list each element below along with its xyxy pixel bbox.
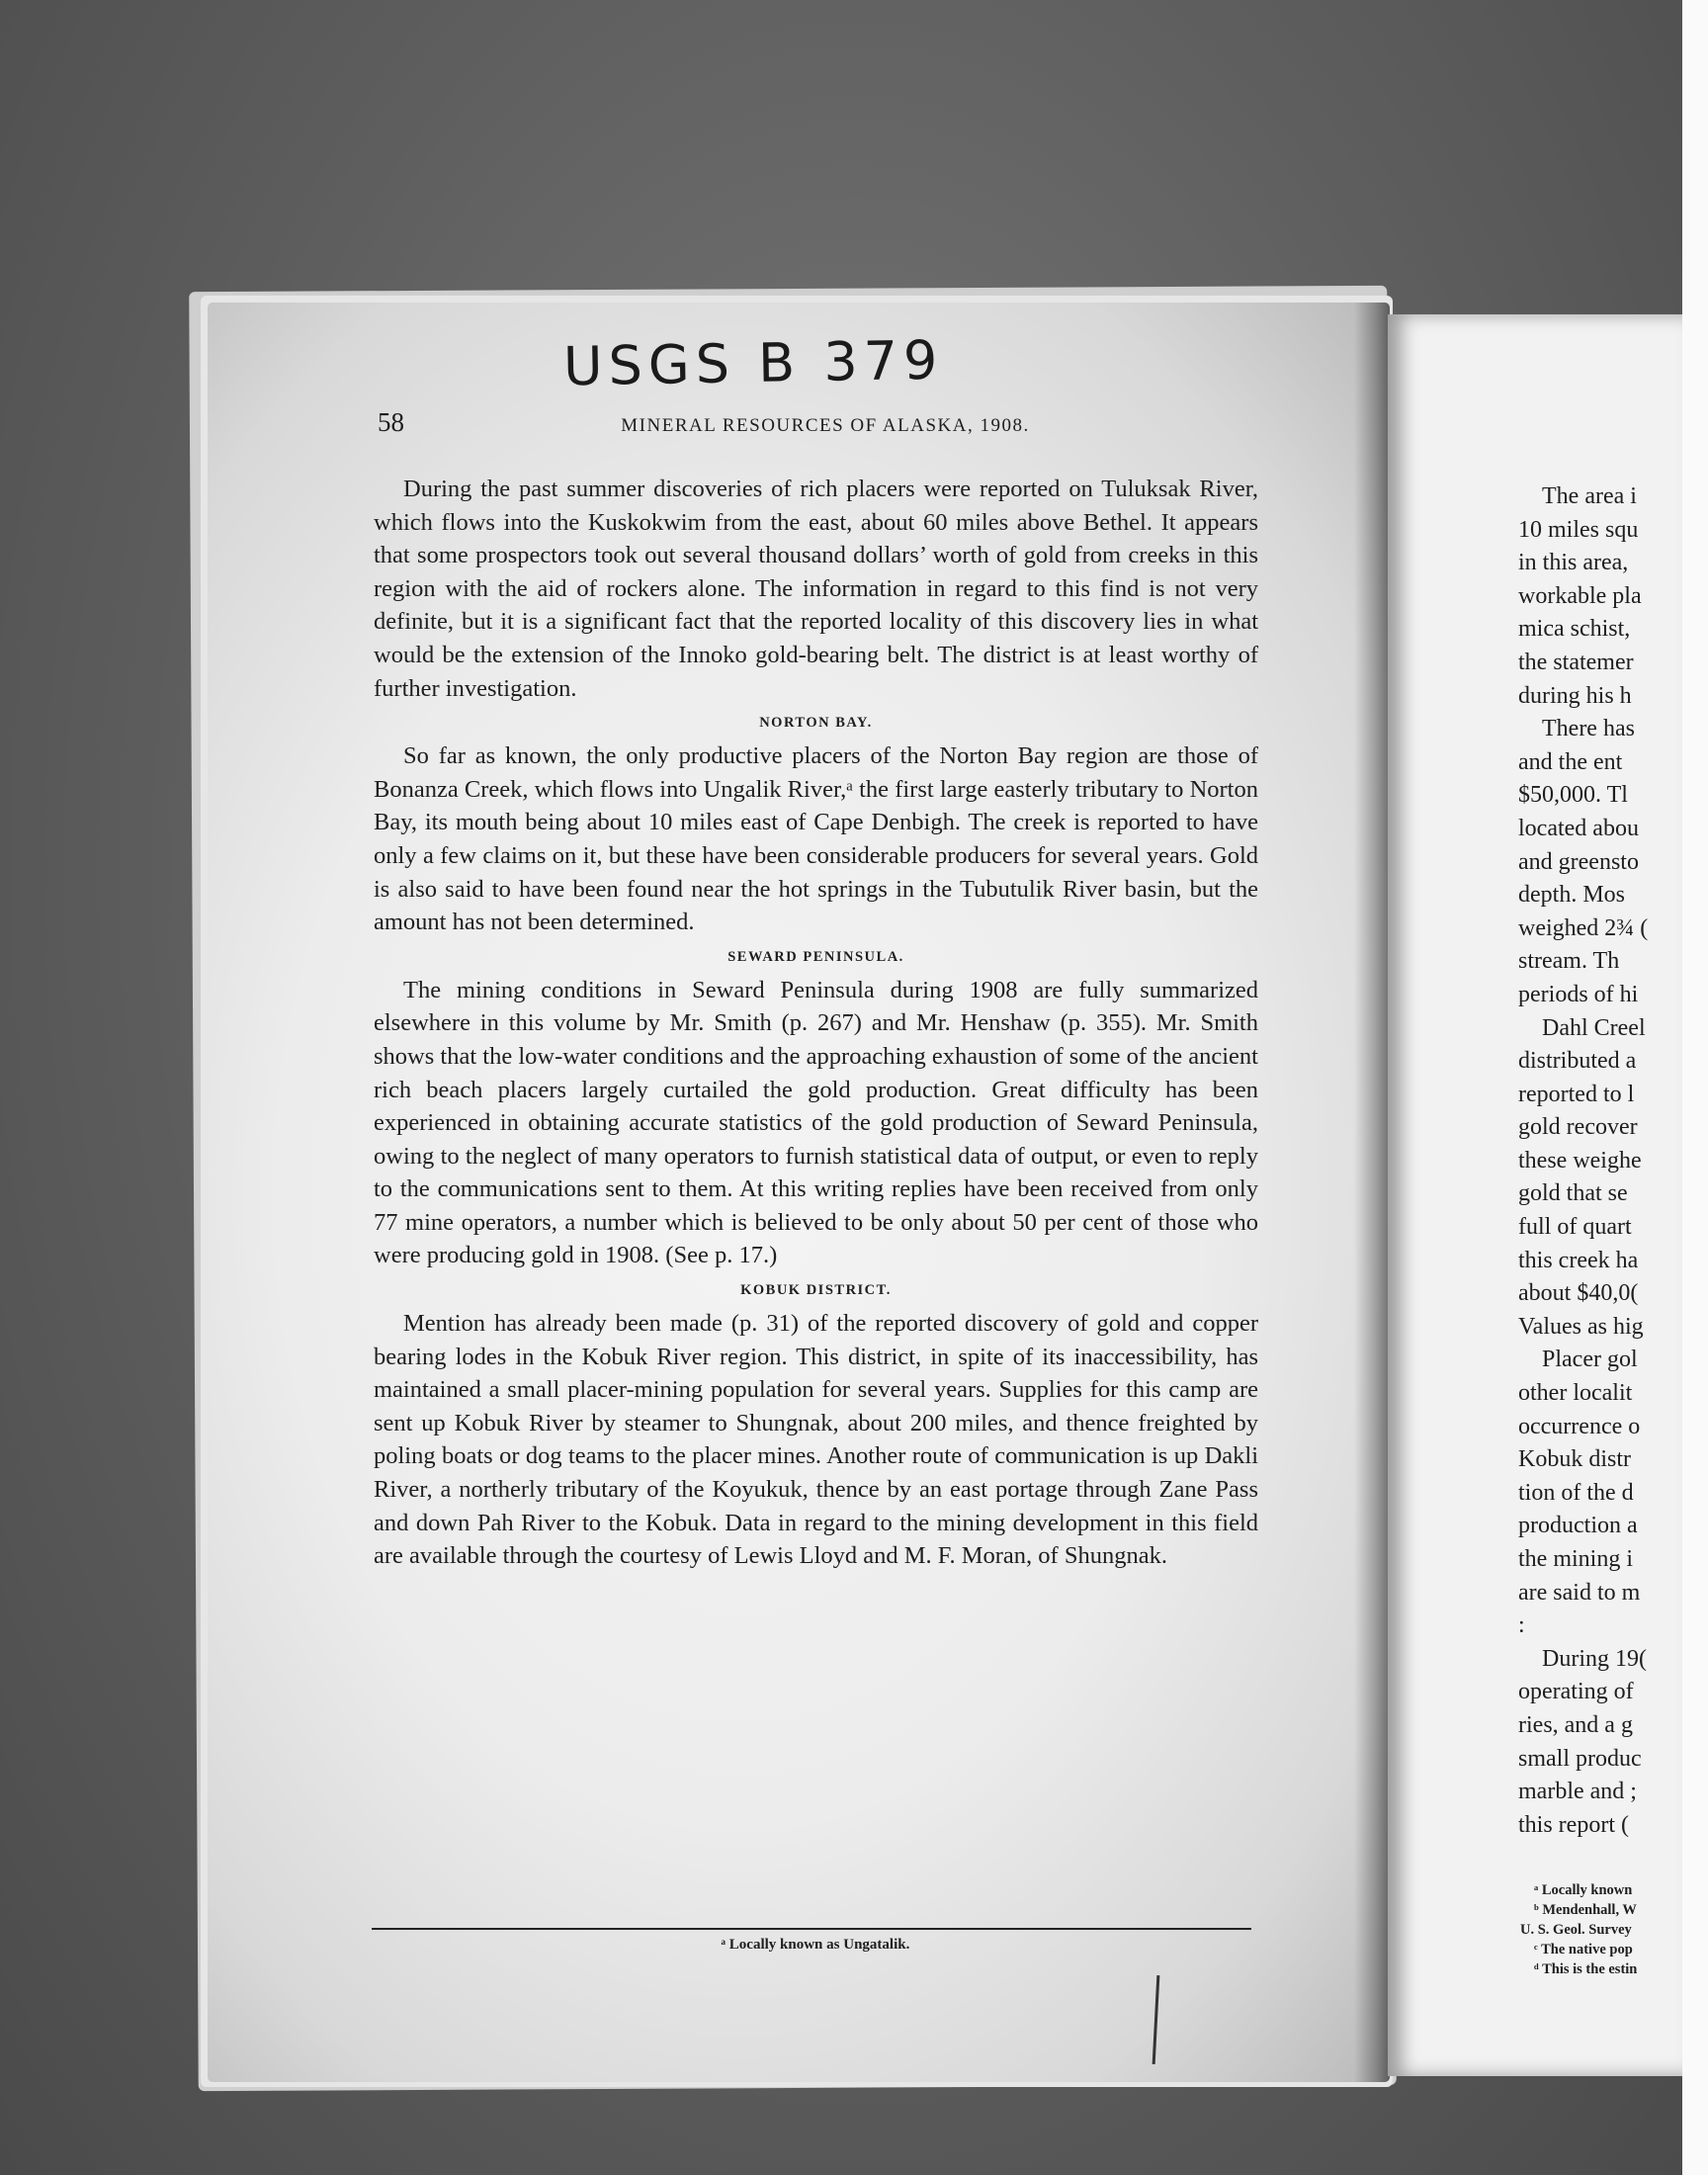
right-page-line: depth. Mos xyxy=(1518,882,1625,909)
right-page-line: distributed a xyxy=(1518,1048,1637,1075)
right-page-line: Dahl Creel xyxy=(1542,1014,1646,1041)
right-page-line: 10 miles squ xyxy=(1518,516,1639,543)
right-page-line: during his h xyxy=(1518,682,1632,709)
right-page-line: other localit xyxy=(1518,1380,1633,1407)
right-page-line: these weighe xyxy=(1518,1147,1642,1174)
right-page-line: stream. Th xyxy=(1518,948,1620,975)
right-page-line: this report ( xyxy=(1518,1811,1629,1838)
right-page-line: about $40,0( xyxy=(1518,1280,1639,1307)
right-page-footnote: U. S. Geol. Survey xyxy=(1520,1922,1632,1938)
right-page-line: this creek ha xyxy=(1518,1247,1639,1273)
right-page-line: and the ent xyxy=(1518,748,1623,775)
handwritten-label: USGS B 379 xyxy=(562,328,944,398)
right-page-text xyxy=(1518,480,1682,1842)
right-page-line: $50,000. Tl xyxy=(1518,782,1628,809)
right-page-line: tion of the d xyxy=(1518,1479,1634,1506)
right-page-line: Placer gol xyxy=(1542,1347,1638,1373)
right-page-line: small produc xyxy=(1518,1745,1642,1772)
right-page-line: periods of hi xyxy=(1518,981,1639,1007)
right-page xyxy=(1388,314,1682,2076)
section-text-kobuk-district: Mention has already been made (p. 31) of the reported discovery of gold and copper bearing lodes in the Kobuk River region. This district, in spite of its inaccessibility, has maintained a small placer-mining population for several years. Supplies for this camp are sent up Kobuk River by steamer to Shungnak, about 200 miles, and thence freighted by poling boats or dog teams to the placer mines. Another route of communication is up Dakli River, a northerly tributary of the Koyukuk, thence by an east portage through Zane Pass and down Pah River to the Kobuk. Data in regard to the mining development in this field are available through the courtesy of Lewis Lloyd and M. F. Moran, of Shungnak. xyxy=(374,1310,1258,1570)
right-page-footnote: ᵃ Locally known xyxy=(1534,1882,1633,1898)
right-page-line: located abou xyxy=(1518,815,1639,841)
right-page-line: the mining i xyxy=(1518,1546,1633,1572)
footnote: ᵃ Locally known as Ungatalik. xyxy=(721,1937,910,1953)
section-text-norton-bay: So far as known, the only productive placers of the Norton Bay region are those of Bonanza Creek, which flows into Ungalik River,ᵃ the first large easterly tributary to Norton Bay, its mouth being about 10 miles east of Cape Denbigh. The creek is reported to have only a few claims on it, but these have been considerable producers for several years. Gold is also said to have been found near the hot springs in the Tubutulik River basin, but the amount has not been determined. xyxy=(374,742,1258,936)
right-page-footnote: ᵈ This is the estin xyxy=(1534,1961,1638,1977)
right-page-line: There has xyxy=(1542,716,1635,742)
section-text-seward-peninsula: The mining conditions in Seward Peninsula during 1908 are fully summarized elsewhere in this volume by Mr. Smith (p. 267) and Mr. Henshaw (p. 355). Mr. Smith shows that the low-water conditions and the approaching exhaustion of some of the ancient rich beach placers largely curtailed the gold production. Great difficulty has been experienced in obtaining accurate statistics of the gold production of Seward Peninsula, owing to the neglect of many operators to furnish statistical data of output, or even to reply to the communications sent to them. At this writing replies have been received from only 77 mine operators, a number which is believed to be only about 50 per cent of those who were producing gold in 1908. (See p. 17.) xyxy=(374,976,1258,1269)
right-page-line: gold recover xyxy=(1518,1114,1638,1141)
right-page-footnote: ᶜ The native pop xyxy=(1534,1942,1633,1958)
running-head: MINERAL RESOURCES OF ALASKA, 1908. xyxy=(621,415,1030,436)
right-page-line: marble and ; xyxy=(1518,1779,1637,1805)
footnote-rule xyxy=(372,1928,1251,1930)
scan-margin xyxy=(1682,0,1708,2175)
intro-paragraph: During the past summer discoveries of rich placers were reported on Tuluksak River, which flows into the Kuskokwim from the east, about 60 miles above Bethel. It appears that some prospectors took out several thousand dollars’ worth of gold from creeks in this region with the aid of rockers alone. The information in regard to this find is not very definite, but it is a significant fact that the reported locality of this discovery lies in what would be the extension of the Innoko gold-bearing belt. The district is at least worthy of further investigation. xyxy=(374,476,1258,702)
right-page-line: During 19( xyxy=(1542,1645,1647,1672)
right-page-line: workable pla xyxy=(1518,582,1642,609)
right-page-line: weighed 2¾ ( xyxy=(1518,914,1649,941)
right-page-line: The area i xyxy=(1542,483,1637,509)
right-page-line: in this area, xyxy=(1518,550,1629,576)
right-page-line: Kobuk distr xyxy=(1518,1446,1631,1473)
right-page-line: occurrence o xyxy=(1518,1413,1641,1439)
right-page-line: operating of xyxy=(1518,1679,1634,1705)
right-page-line: the statemer xyxy=(1518,649,1634,675)
book-gutter-shadow xyxy=(1354,303,1390,2082)
right-page-line: production a xyxy=(1518,1513,1638,1539)
right-page-line: gold that se xyxy=(1518,1180,1628,1207)
right-page-footnote: ᵇ Mendenhall, W xyxy=(1534,1902,1637,1918)
section-heading-norton-bay: NORTON BAY. xyxy=(759,715,873,732)
right-page-line: mica schist, xyxy=(1518,616,1631,643)
page-number: 58 xyxy=(378,407,404,437)
right-page-footnotes xyxy=(1520,1880,1637,1979)
right-page-line: Values as hig xyxy=(1518,1313,1644,1340)
article-body xyxy=(374,473,1258,1573)
section-heading-kobuk-district: KOBUK DISTRICT. xyxy=(740,1282,892,1299)
right-page-line: are said to m xyxy=(1518,1579,1641,1606)
right-page-line: ries, and a g xyxy=(1518,1711,1633,1738)
right-page-line: : xyxy=(1518,1612,1525,1639)
right-page-line: reported to l xyxy=(1518,1081,1635,1107)
right-page-line: full of quart xyxy=(1518,1214,1632,1241)
right-page-line: and greensto xyxy=(1518,848,1639,875)
section-heading-seward-peninsula: SEWARD PENINSULA. xyxy=(727,948,904,965)
